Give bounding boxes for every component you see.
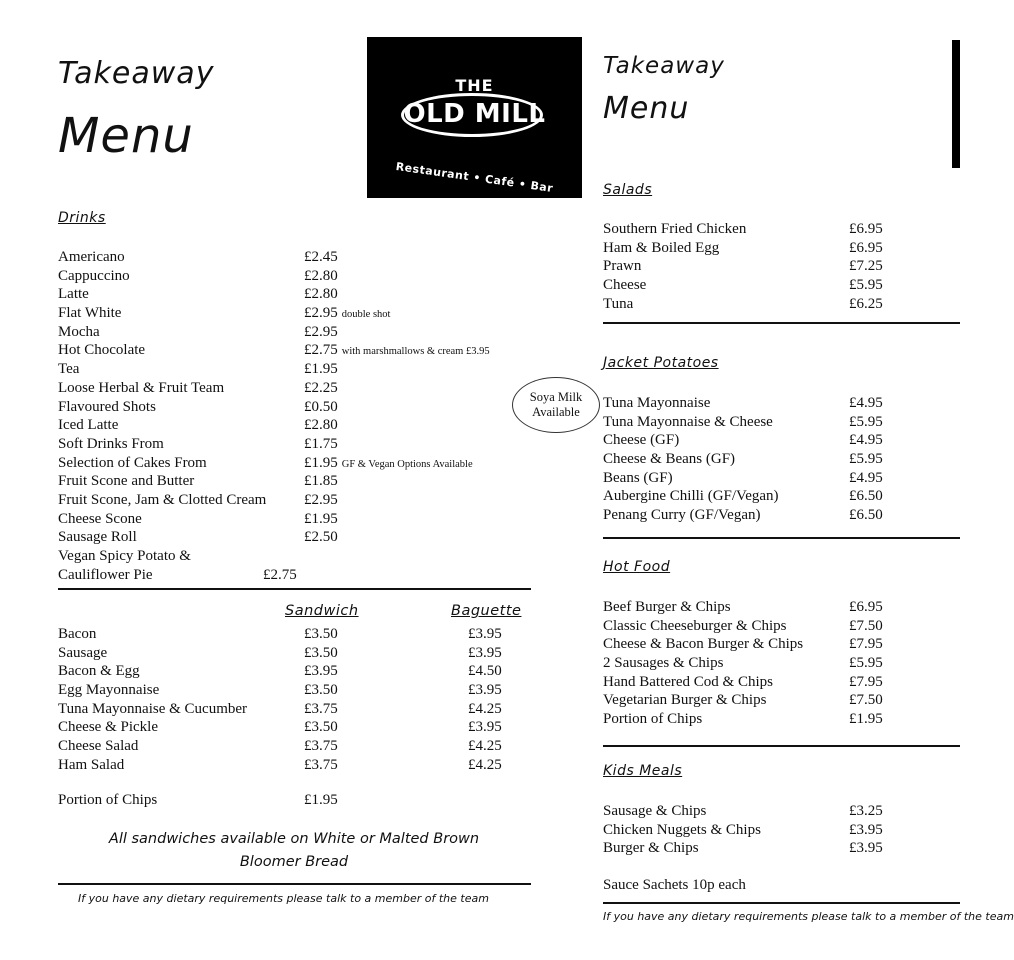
item-price: £1.95 [304, 361, 338, 378]
soya-line2: Available [532, 405, 580, 419]
sandwich-price: £3.50 [304, 719, 338, 736]
item-name: Fruit Scone and Butter [58, 473, 195, 490]
bread-note-line1: All sandwiches available on White or Malted Brown [108, 831, 480, 847]
sandwich-row [58, 662, 528, 681]
salad-price: £7.25 [849, 258, 883, 275]
item-price: £2.80 [304, 286, 338, 303]
hot-food-row [603, 691, 903, 710]
hot-food-price: £6.95 [849, 599, 883, 615]
divider-hot-food [603, 745, 960, 747]
item-name: Flat White [58, 305, 122, 322]
sandwich-price: £3.75 [304, 756, 338, 773]
hot-food-name: 2 Sausages & Chips [603, 655, 724, 672]
salads-label: Salads [603, 182, 653, 198]
salad-name: Cheese [603, 277, 647, 294]
divider-jackets [603, 537, 960, 539]
hot-food-price: £5.95 [849, 655, 883, 672]
sandwich-row [58, 681, 528, 700]
baguette-price: £4.25 [468, 756, 502, 773]
jacket-price: £4.95 [849, 432, 883, 449]
drinks-list [58, 248, 538, 547]
jacket-list [603, 394, 903, 525]
sandwich-name: Ham Salad [58, 756, 125, 773]
jacket-price: £5.95 [849, 413, 883, 430]
salad-row [603, 276, 903, 295]
left-title-small: Takeaway [58, 56, 215, 91]
salad-name: Southern Fried Chicken [603, 221, 747, 237]
item-price: £2.45 [304, 249, 338, 265]
jacket-row [603, 487, 903, 506]
kids-meal-name: Chicken Nuggets & Chips [603, 821, 761, 838]
baguette-header: Baguette [451, 603, 522, 619]
baguette-price: £3.95 [468, 626, 502, 642]
sandwich-price: £3.75 [304, 700, 338, 717]
sandwich-row [58, 718, 528, 737]
divider-drinks [58, 588, 531, 590]
item-name: Mocha [58, 323, 100, 340]
sandwich-name: Egg Mayonnaise [58, 682, 160, 699]
hot-food-name: Classic Cheeseburger & Chips [603, 617, 787, 634]
item-name: Americano [58, 249, 125, 265]
sandwich-header: Sandwich [285, 603, 359, 619]
sandwich-name: Cheese Salad [58, 738, 139, 755]
item-name: Hot Chocolate [58, 342, 146, 359]
item-price: £1.85 [304, 473, 338, 490]
kids-meal-row [603, 839, 903, 858]
jacket-name: Cheese (GF) [603, 432, 680, 449]
hot-food-name: Vegetarian Burger & Chips [603, 692, 767, 709]
salad-price: £6.25 [849, 295, 883, 312]
jacket-price: £6.50 [849, 507, 883, 524]
sandwich-row [58, 625, 528, 644]
menu-item-row [58, 528, 538, 547]
pie-item [58, 547, 358, 584]
chips-name: Portion of Chips [58, 792, 158, 808]
bread-note [58, 828, 530, 874]
hot-food-list [603, 598, 903, 729]
jacket-label: Jacket Potatoes [603, 355, 719, 371]
menu-item-row [58, 416, 538, 435]
drinks-label: Drinks [58, 210, 106, 226]
item-price: £2.95 [304, 323, 338, 340]
menu-item-row [58, 360, 538, 379]
jacket-price: £4.95 [849, 469, 883, 486]
right-title-small: Takeaway [603, 53, 725, 79]
pie-price: £2.75 [263, 566, 297, 583]
baguette-price: £4.50 [468, 663, 502, 680]
item-price: £1.95 [304, 510, 338, 527]
hot-food-name: Portion of Chips [603, 711, 703, 728]
baguette-price: £4.25 [468, 700, 502, 717]
hot-food-row [603, 654, 903, 673]
kids-label: Kids Meals [603, 763, 683, 779]
sandwich-price: £3.95 [304, 663, 338, 680]
item-name: Fruit Scone, Jam & Clotted Cream [58, 491, 267, 508]
jacket-name: Aubergine Chilli (GF/Vegan) [603, 488, 779, 505]
salads-list [603, 220, 903, 313]
hot-food-price: £7.95 [849, 673, 883, 690]
jacket-row [603, 469, 903, 488]
hot-food-name: Cheese & Bacon Burger & Chips [603, 636, 804, 653]
salad-price: £5.95 [849, 277, 883, 294]
item-note: double shot [341, 309, 391, 321]
logo-the: THE [455, 76, 494, 95]
item-price: £2.50 [304, 529, 338, 546]
menu-item-row [58, 323, 538, 342]
chips-item [58, 791, 358, 810]
pie-line1: Vegan Spicy Potato & [58, 548, 191, 564]
salad-name: Ham & Boiled Egg [603, 239, 720, 256]
logo-tagline: Restaurant • Café • Bar [394, 160, 555, 195]
menu-item-row [58, 454, 538, 473]
sandwich-price: £3.50 [304, 626, 338, 642]
jacket-row [603, 450, 903, 469]
hot-food-name: Hand Battered Cod & Chips [603, 673, 773, 690]
menu-item-row [58, 491, 538, 510]
item-name: Cappuccino [58, 267, 130, 284]
jacket-name: Beans (GF) [603, 469, 673, 486]
item-price: £2.80 [304, 267, 338, 284]
salad-row [603, 257, 903, 276]
hot-food-price: £7.95 [849, 636, 883, 653]
divider-salads [603, 322, 960, 324]
menu-item-row [58, 341, 538, 360]
baguette-price: £3.95 [468, 682, 502, 699]
hot-food-label: Hot Food [603, 559, 671, 575]
hot-food-row [603, 598, 903, 617]
hot-food-row [603, 710, 903, 729]
kids-meal-price: £3.95 [849, 840, 883, 857]
jacket-row [603, 413, 903, 432]
jacket-name: Tuna Mayonnaise [603, 395, 711, 411]
chips-price: £1.95 [304, 792, 338, 808]
sandwich-name: Bacon [58, 626, 97, 642]
sandwich-name: Bacon & Egg [58, 663, 140, 680]
kids-list [603, 802, 903, 858]
item-name: Iced Latte [58, 417, 119, 434]
menu-item-row [58, 285, 538, 304]
hot-food-price: £1.95 [849, 711, 883, 728]
salad-name: Prawn [603, 258, 642, 275]
sandwich-row [58, 737, 528, 756]
jacket-name: Tuna Mayonnaise & Cheese [603, 413, 773, 430]
sandwich-price: £3.50 [304, 644, 338, 661]
sandwich-list [58, 625, 528, 775]
right-logo-edge [952, 40, 960, 168]
kids-meal-name: Sausage & Chips [603, 803, 707, 819]
item-name: Cheese Scone [58, 510, 142, 527]
item-name: Loose Herbal & Fruit Team [58, 379, 225, 396]
jacket-row [603, 431, 903, 450]
kids-meal-price: £3.95 [849, 821, 883, 838]
item-name: Flavoured Shots [58, 398, 156, 415]
old-mill-logo [367, 37, 582, 198]
item-price: £2.75 with marshmallows & cream £3.95 [304, 342, 490, 359]
soya-line1: Soya Milk [529, 390, 583, 404]
menu-item-row [58, 248, 538, 267]
soya-milk-badge [512, 377, 600, 433]
sandwich-row [58, 756, 528, 775]
item-price: £1.95 GF & Vegan Options Available [304, 454, 473, 471]
item-price: £2.95 double shot [304, 305, 391, 322]
salad-row [603, 220, 903, 239]
salad-row [603, 239, 903, 258]
kids-meal-price: £3.25 [849, 803, 883, 819]
kids-meal-name: Burger & Chips [603, 840, 699, 857]
right-title-big: Menu [603, 91, 690, 126]
hot-food-price: £7.50 [849, 692, 883, 709]
item-price: £1.75 [304, 435, 338, 452]
jacket-price: £6.50 [849, 488, 883, 505]
item-note: GF & Vegan Options Available [341, 458, 473, 470]
salad-row [603, 295, 903, 314]
logo-name: OLD MILL [403, 99, 546, 129]
salad-price: £6.95 [849, 221, 883, 237]
jacket-row [603, 506, 903, 525]
jacket-name: Cheese & Beans (GF) [603, 451, 736, 468]
jacket-name: Penang Curry (GF/Vegan) [603, 507, 761, 524]
item-name: Soft Drinks From [58, 435, 164, 452]
item-price: £2.80 [304, 417, 338, 434]
sandwich-name: Cheese & Pickle [58, 719, 158, 736]
sandwich-price: £3.75 [304, 738, 338, 755]
left-title-big: Menu [58, 108, 194, 164]
sandwich-name: Sausage [58, 644, 108, 661]
jacket-price: £5.95 [849, 451, 883, 468]
pie-line2: Cauliflower Pie [58, 566, 153, 583]
baguette-price: £3.95 [468, 719, 502, 736]
item-name: Latte [58, 286, 89, 303]
baguette-price: £4.25 [468, 738, 502, 755]
item-name: Tea [58, 361, 80, 378]
kids-meal-row [603, 802, 903, 821]
sandwich-price: £3.50 [304, 682, 338, 699]
item-price: £2.25 [304, 379, 338, 396]
sandwich-row [58, 644, 528, 663]
menu-item-row [58, 435, 538, 454]
hot-food-row [603, 617, 903, 636]
item-price: £0.50 [304, 398, 338, 415]
menu-item-row [58, 267, 538, 286]
sandwich-name: Tuna Mayonnaise & Cucumber [58, 700, 248, 717]
jacket-row [603, 394, 903, 413]
item-price: £2.95 [304, 491, 338, 508]
dietary-footer-right: If you have any dietary requirements please talk to a member of the team [603, 910, 1014, 923]
salad-price: £6.95 [849, 239, 883, 256]
sandwich-row [58, 700, 528, 719]
item-name: Selection of Cakes From [58, 454, 207, 471]
hot-food-price: £7.50 [849, 617, 883, 634]
menu-item-row [58, 398, 538, 417]
jacket-price: £4.95 [849, 395, 883, 411]
menu-item-row [58, 510, 538, 529]
menu-item-row [58, 379, 538, 398]
menu-item-row [58, 472, 538, 491]
hot-food-row [603, 673, 903, 692]
hot-food-name: Beef Burger & Chips [603, 599, 731, 615]
salad-name: Tuna [603, 295, 634, 312]
baguette-price: £3.95 [468, 644, 502, 661]
kids-meal-row [603, 821, 903, 840]
sauce-note: Sauce Sachets 10p each [603, 877, 746, 893]
bread-note-line2: Bloomer Bread [239, 854, 349, 870]
menu-item-row [58, 304, 538, 323]
dietary-footer-left: If you have any dietary requirements please talk to a member of the team [78, 892, 489, 905]
hot-food-row [603, 635, 903, 654]
divider-footer-left [58, 883, 531, 885]
divider-footer-right [603, 902, 960, 904]
item-note: with marshmallows & cream £3.95 [341, 346, 490, 358]
item-name: Sausage Roll [58, 529, 137, 546]
